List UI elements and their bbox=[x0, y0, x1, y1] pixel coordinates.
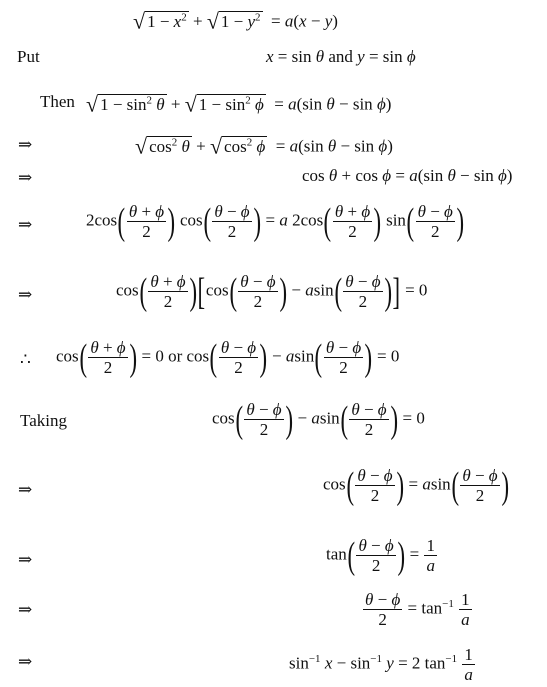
equation-line-tan: tan( $\frac{\theta - \phi}{2}$ ) = $\frac{1}{a}$ bbox=[326, 534, 435, 577]
implies-7: ⇒ bbox=[18, 600, 33, 619]
equation-line-1: √ $1 - x^2$ + √ $1 - y^2 = a(x - y)$ bbox=[133, 8, 338, 34]
taking-label: Taking bbox=[20, 411, 67, 430]
or-word: or bbox=[168, 346, 183, 366]
implies-2: ⇒ bbox=[18, 168, 33, 187]
put-label: Put bbox=[17, 47, 40, 66]
equation-line-inverse-tan: $\frac{\theta - \phi}{2}$ = $\tan^{-1}$ $\frac{1}{a}$ bbox=[365, 590, 470, 629]
equation-line-sum-to-product: 2cos( $\frac{\theta + \phi}{2}$ ) cos( $\frac{\theta - \phi}{2}$ ) = a 2cos( $\frac{\theta + \phi}{2}$ ) sin( $\frac{\theta - \phi}{2}$ ) bbox=[86, 200, 464, 243]
equation-line-cos-squared: √ $\cos^2 \theta$ + √ $\cos^2 \phi = a(\sin$ θ − sin ϕ) bbox=[135, 133, 393, 159]
implies-4: ⇒ bbox=[18, 285, 33, 304]
implies-3: ⇒ bbox=[18, 215, 33, 234]
equation-line-taking: cos( $\frac{\theta - \phi}{2}$ ) − asin( $\frac{\theta - \phi}{2}$ ) = 0 bbox=[212, 398, 425, 441]
equation-line-final: $\sin^{-1} x - \sin^{-1} y = 2$ $\tan^{-1}$ $\frac{1}{a}$ bbox=[289, 645, 473, 684]
substitution-line: x = sin θ and y = sin ϕ bbox=[266, 47, 416, 66]
implies-8: ⇒ bbox=[18, 652, 33, 671]
equation-line-cases: cos( $\frac{\theta + \phi}{2}$ ) = 0 or cos( $\frac{\theta - \phi}{2}$ ) − asin( $\frac{\theta - \phi}{2}$ ) = 0 bbox=[56, 336, 400, 379]
and-word: and bbox=[328, 47, 353, 66]
equation-line-factored: cos( $\frac{\theta + \phi}{2}$ )[cos( $\frac{\theta - \phi}{2}$ ) − asin( $\frac{\theta - \phi}{2}$ )] = 0 bbox=[116, 270, 428, 313]
implies-5: ⇒ bbox=[18, 480, 33, 499]
then-label: Then bbox=[40, 92, 75, 111]
implies-1: ⇒ bbox=[18, 135, 33, 154]
therefore-symbol: ∴ bbox=[20, 350, 31, 369]
equation-line-cos-eq-sin: cos( $\frac{\theta - \phi}{2}$ ) = asin( $\frac{\theta - \phi}{2}$ ) bbox=[323, 464, 509, 507]
implies-6: ⇒ bbox=[18, 550, 33, 569]
equation-line-then: √ $1 - \sin^2 \theta$ + √ $1 - \sin^2 \phi = a(\sin$ θ − sin ϕ) bbox=[86, 91, 392, 117]
equation-line-cos-sum: cos θ + cos ϕ = a(sin θ − sin ϕ) bbox=[302, 166, 513, 185]
